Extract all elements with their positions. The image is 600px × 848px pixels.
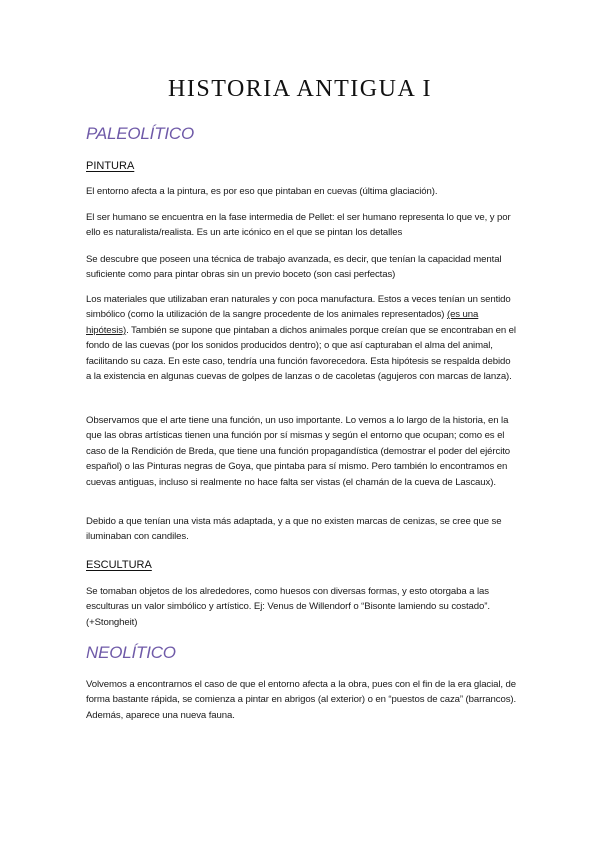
paragraph: Volvemos a encontrarnos el caso de que el entorno afecta a la obra, pues con el fin de la era glacial, de forma bastante rápida, se comienza a pintar en abrigos (al exterior) o en “puestos de caza” (barrancos). Además, aparece una nueva fauna.	[86, 679, 517, 721]
paragraph: Observamos que el arte tiene una función, un uso importante. Lo vemos a lo largo de la historia, en la que las obras artísticas tienen una función por sí mismas y según el entorno que ocupan; como es el caso de la Rendición de Breda, que tiene una función propagandística (demostrar el poder del ejército español) o las Pinturas negras de Goya, que pintaba para sí mismo. Pero también lo encontramos en cuevas antiguas, incluso si realmente no hace falta ser vistas (el chamán de la cueva de Lascaux).	[86, 415, 511, 488]
paragraph: Se descubre que poseen una técnica de trabajo avanzada, es decir, que tenían la capacidad mental suficiente como para pintar obras sin un previo boceto (son casi perfectas)	[86, 254, 502, 281]
subsection-heading-escultura: ESCULTURA	[86, 559, 152, 571]
paragraph-materiales	[86, 292, 518, 384]
paragraph-text: Los materiales que utilizaban eran naturales y con poca manufactura. Estos a veces tenían un sentido simbólico (como la utilización de la sangre procedente de los animales representados)	[86, 294, 511, 321]
paragraph: El ser humano se encuentra en la fase intermedia de Pellet: el ser humano representa lo que ve, y por ello es naturalista/realista. Es un arte icónico en el que se pintan los detalles	[86, 212, 511, 239]
subsection-heading-pintura: PINTURA	[86, 160, 135, 172]
section-heading-neolitico: NEOLÍTICO	[86, 643, 176, 662]
paragraph: El entorno afecta a la pintura, es por eso que pintaban en cuevas (última glaciación).	[86, 186, 438, 197]
hypothesis-underline: (es una hipótesis)	[86, 309, 479, 336]
section-heading-paleolitico: PALEOLÍTICO	[86, 124, 195, 143]
document-title: HISTORIA ANTIGUA I	[168, 76, 432, 102]
paragraph: Debido a que tenían una vista más adaptada, y a que no existen marcas de cenizas, se cree que se iluminaban con candiles.	[86, 516, 502, 543]
paragraph: Se tomaban objetos de los alrededores, como huesos con diversas formas, y esto otorgaba a las esculturas un valor simbólico y artístico. Ej: Venus de Willendorf o “Bisonte lamiendo su costado”. (+Stongheit)	[86, 586, 490, 628]
paragraph-text: . También se supone que pintaban a dichos animales porque creían que se encontraban en el fondo de las cuevas (por los sonidos producidos dentro); o que así capturaban el alma del animal, facilitando su caza. En este caso, tendría una función favorecedora. Esta hipótesis se respalda debido a la existencia en algunas cuevas de golpes de lanzas o de cacoletas (agujeros con marcas de lanza).	[86, 324, 516, 383]
